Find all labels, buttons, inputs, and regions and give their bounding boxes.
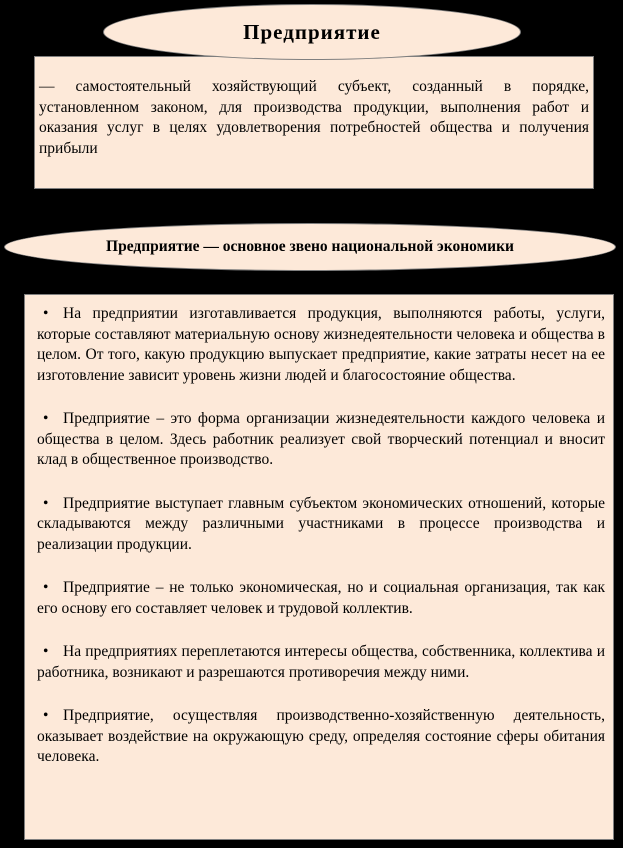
bullet-item — [37, 706, 605, 768]
bullet-icon: • — [43, 494, 49, 512]
bullet-text: На предприятиях переплетаются интересы общества, собственника, коллектива и работника, возникают и разрешаются противоречия между ними. — [37, 643, 605, 681]
title-ellipse — [103, 4, 521, 60]
bullet-icon: • — [43, 707, 49, 724]
bullet-icon: • — [43, 579, 49, 596]
definition-text: — самостоятельный хозяйствующий субъект, созданный в порядке, установленном законом, для производства продукции, выполнения работ и оказания услуг в целях удовлетворения потребностей общества и получения прибыли — [39, 78, 589, 157]
page-title: Предприятие — [243, 19, 381, 44]
bullet-icon: • — [43, 410, 49, 427]
bullet-text: Предприятие – не только экономическая, но и социальная организация, так как его основу его составляет человек и трудовой коллектив. — [37, 579, 605, 617]
bullet-text: Предприятие, осуществляя производственно-хозяйственную деятельность, оказывает воздействие на окружающую среду, определяя состояние сферы обитания человека. — [37, 707, 605, 765]
bullet-item — [37, 578, 605, 619]
bullet-text: На предприятии изготавливается продукция, выполняются работы, услуги, которые составляют материальную основу жизнедеятельности человека и общества в целом. От того, какую продукцию выпускает предприятие, какие затраты несет на ее изготовление зависит уровень жизни людей и благосостояние общества. — [37, 305, 605, 384]
subtitle-ellipse — [4, 223, 616, 271]
bullet-icon: • — [43, 305, 49, 322]
bullet-text: Предприятие выступает главным субъектом экономических отношений, которые складываются между различными участниками в процессе производства и реализации продукции. — [37, 494, 605, 553]
bullet-item — [37, 642, 605, 683]
bullet-icon: • — [43, 643, 49, 660]
definition-box — [34, 56, 594, 189]
bullet-item — [37, 494, 605, 556]
bullet-item — [37, 409, 605, 471]
bullet-text: Предприятие – это форма организации жизнедеятельности каждого человека и общества в целом. Здесь работник реализует свой творческий потенциал и вносит клад в общественное производство. — [37, 410, 605, 468]
bullets-box — [24, 294, 614, 840]
bullet-item — [37, 304, 605, 386]
subtitle-text: Предприятие — основное звено национальной экономики — [106, 238, 514, 255]
